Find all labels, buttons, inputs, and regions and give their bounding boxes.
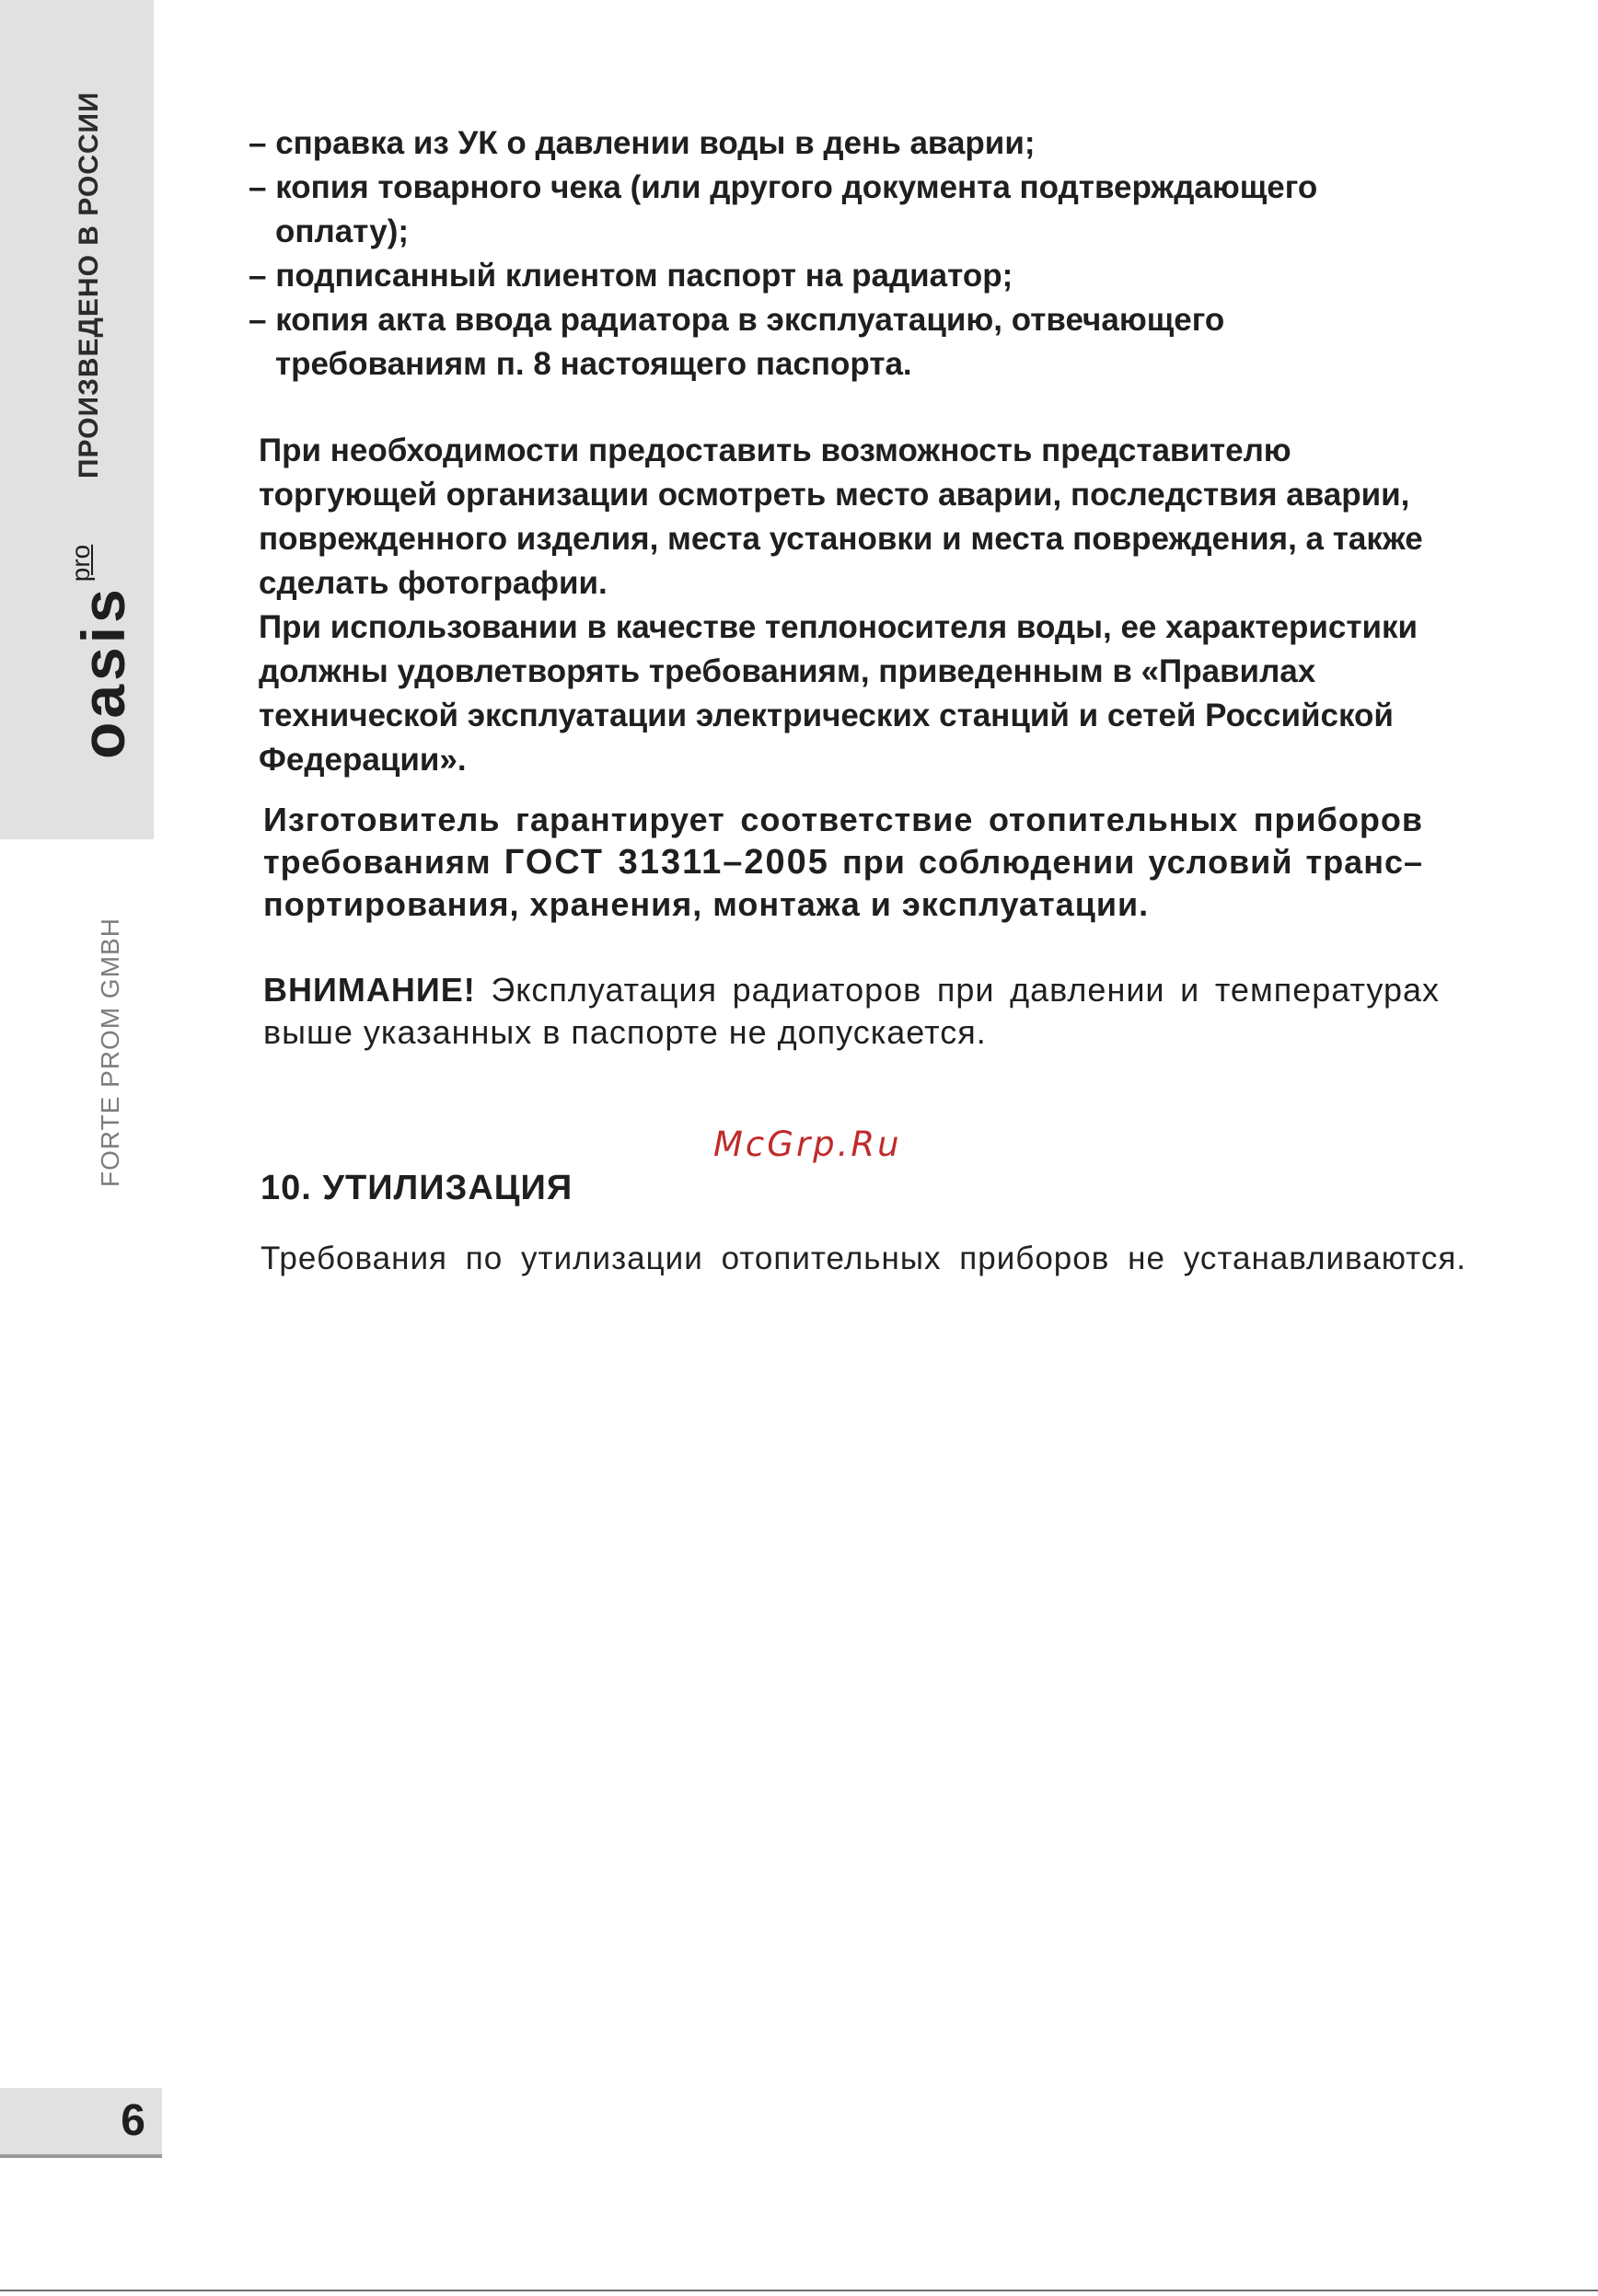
- guarantee-line-1: Изготовитель гарантирует соответствие отопительных приборов: [263, 801, 1423, 838]
- guarantee-line-2: [263, 841, 1423, 883]
- gost-reference: ГОСТ 31311–2005: [504, 843, 829, 882]
- warning-text-1: Эксплуатация радиаторов при давлении и температурах: [475, 971, 1440, 1009]
- list-item: – копия акта ввода радиатора в эксплуатацию, отвечающего требованиям п. 8 настоящего паспорта.: [249, 302, 1225, 382]
- brand-superscript: pro: [66, 544, 95, 583]
- brand-name: oasis: [69, 585, 137, 759]
- section-body: Требования по утилизации отопительных приборов не устанавливаются.: [261, 1240, 1466, 1276]
- guarantee-line-2-start: требованиям: [263, 843, 504, 881]
- guarantee-paragraph: [263, 799, 1423, 926]
- list-item: – справка из УК о давлении воды в день аварии;: [249, 125, 1036, 161]
- section-title: 10. УТИЛИЗАЦИЯ: [261, 1169, 573, 1207]
- warning-line-2: выше указанных в паспорте не допускается.: [263, 1013, 987, 1051]
- inspection-paragraph: При необходимости предоставить возможность представителю торгующей организации осмотреть место аварии, последствия аварии, поврежденного изделия, места установки и места повреждения, а также сделать фотографии.: [259, 433, 1423, 601]
- made-in-russia-label: ПРОИЗВЕДЕНО В РОССИИ: [74, 91, 104, 479]
- page-number-box: [0, 2088, 162, 2158]
- document-list: [249, 121, 1556, 387]
- warning-paragraph: [263, 969, 1440, 1054]
- manufacturer-label: FORTE PROM GMBH: [96, 917, 124, 1187]
- bottom-divider: [0, 2290, 1598, 2291]
- warning-label: ВНИМАНИЕ!: [263, 971, 476, 1009]
- warning-line-1: [263, 969, 1440, 1011]
- guarantee-line-3: портирования, хранения, монтажа и эксплуатации.: [263, 885, 1150, 923]
- list-item: – копия товарного чека (или другого документа подтверждающего оплату);: [249, 169, 1318, 249]
- guarantee-line-2-end: при соблюдении условий транс–: [828, 843, 1423, 881]
- water-paragraph: При использовании в качестве теплоносителя воды, ее характеристики должны удовлетворять требованиям, приведенным в «Правилах технической эксплуатации электрических станций и сетей Российской Федерации».: [259, 609, 1419, 778]
- brand-logo: [66, 545, 138, 759]
- list-item: – подписанный клиентом паспорт на радиатор;: [249, 258, 1013, 294]
- watermark: McGrp.Ru: [713, 1125, 902, 1164]
- requirements-text: [259, 429, 1474, 782]
- page-number: 6: [121, 2096, 145, 2145]
